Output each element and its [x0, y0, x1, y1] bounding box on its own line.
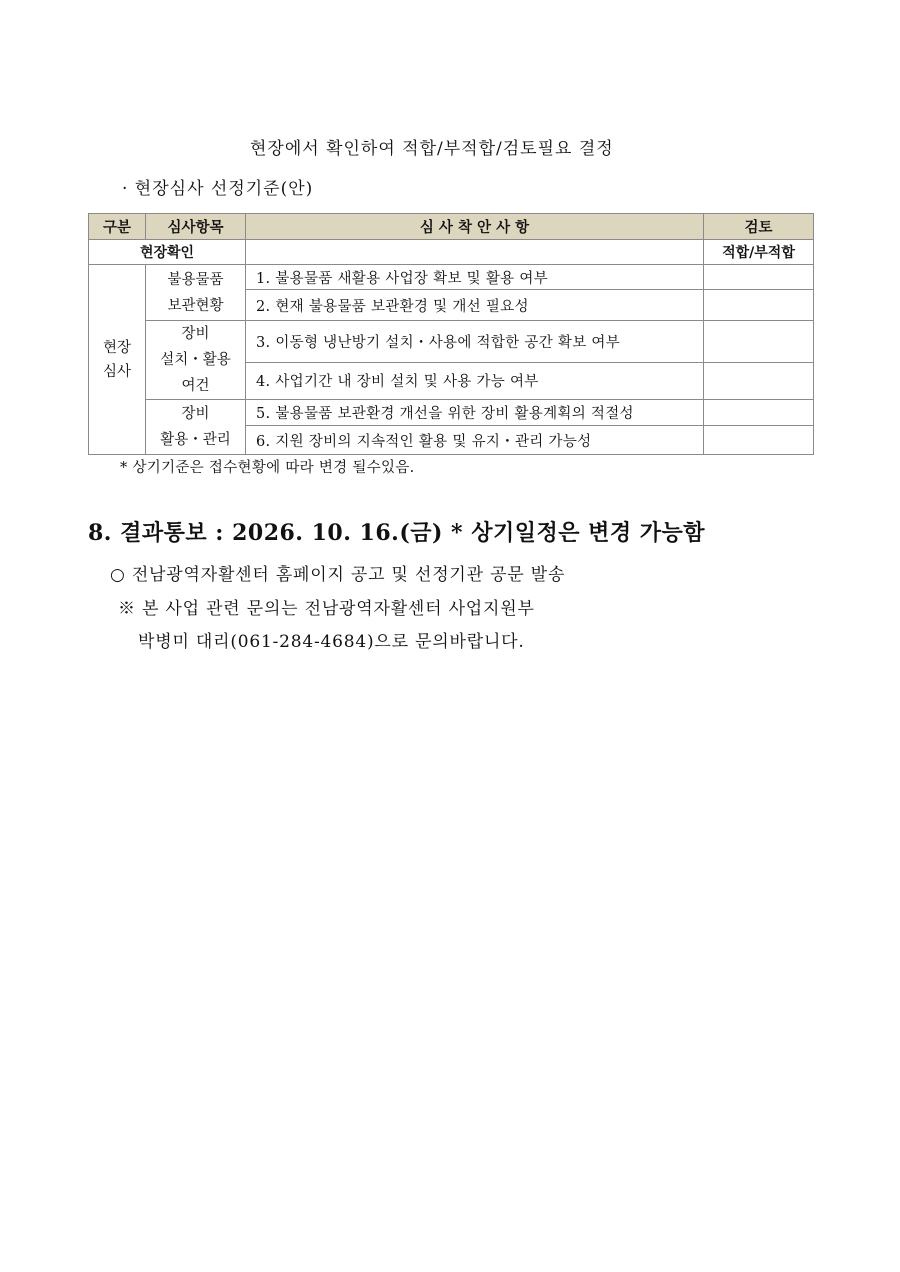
review-criteria-table — [88, 213, 814, 455]
table-row — [89, 321, 814, 363]
site-check-label: 현장확인 — [89, 240, 246, 265]
table-row — [89, 265, 814, 290]
header-review-points: 심 사 착 안 사 항 — [246, 214, 704, 240]
group-install-conditions — [146, 321, 246, 400]
review-item-6: 6. 지원 장비의 지속적인 활용 및 유지・관리 가능성 — [246, 426, 704, 455]
result-cell — [704, 426, 814, 455]
header-result: 검토 — [704, 214, 814, 240]
review-item-2: 2. 현재 불용물품 보관환경 및 개선 필요성 — [246, 290, 704, 321]
group-line: 장비 — [181, 406, 210, 422]
inquiry-line-1: ※ 본 사업 관련 문의는 전남광역자활센터 사업지원부 — [118, 599, 535, 619]
group-line: 장비 — [181, 326, 210, 342]
inquiry-line-2: 박병미 대리(061-284-4684)으로 문의바랍니다. — [138, 632, 525, 652]
review-item-3: 3. 이동형 냉난방기 설치・사용에 적합한 공간 확보 여부 — [246, 321, 704, 363]
table-row — [89, 240, 814, 265]
result-cell — [704, 290, 814, 321]
review-item-5: 5. 불용물품 보관환경 개선을 위한 장비 활용계획의 적절성 — [246, 400, 704, 426]
group-line: 설치・활용 — [160, 352, 231, 368]
header-category: 구분 — [89, 214, 146, 240]
site-check-blank — [246, 240, 704, 265]
review-item-4: 4. 사업기간 내 장비 설치 및 사용 가능 여부 — [246, 362, 704, 399]
site-check-result: 적합/부적합 — [704, 240, 814, 265]
site-review-category — [89, 265, 146, 455]
result-cell — [704, 321, 814, 363]
category-line: 심사 — [102, 363, 131, 380]
group-line: 여건 — [181, 378, 210, 394]
table-row — [89, 400, 814, 426]
group-line: 활용・관리 — [160, 432, 231, 448]
result-cell — [704, 400, 814, 426]
group-line: 불용물품 — [167, 271, 224, 288]
group-storage-status — [146, 265, 246, 321]
criteria-note: * 상기기준은 접수현황에 따라 변경 될수있음. — [120, 460, 415, 476]
result-cell — [704, 362, 814, 399]
section-8-heading: 8. 결과통보 : 2026. 10. 16.(금) * 상기일정은 변경 가능함 — [88, 520, 706, 546]
group-line: 보관현황 — [167, 297, 224, 314]
category-line: 현장 — [102, 339, 131, 356]
header-review-item: 심사항목 — [146, 214, 246, 240]
group-equipment-management — [146, 400, 246, 455]
notice-line: ○ 전남광역자활센터 홈페이지 공고 및 선정기관 공문 발송 — [110, 565, 566, 585]
result-cell — [704, 265, 814, 290]
table-header-row — [89, 214, 814, 240]
criteria-heading: · 현장심사 선정기준(안) — [122, 179, 314, 199]
intro-text: 현장에서 확인하여 적합/부적합/검토필요 결정 — [250, 139, 614, 159]
review-item-1: 1. 불용물품 새활용 사업장 확보 및 활용 여부 — [246, 265, 704, 290]
